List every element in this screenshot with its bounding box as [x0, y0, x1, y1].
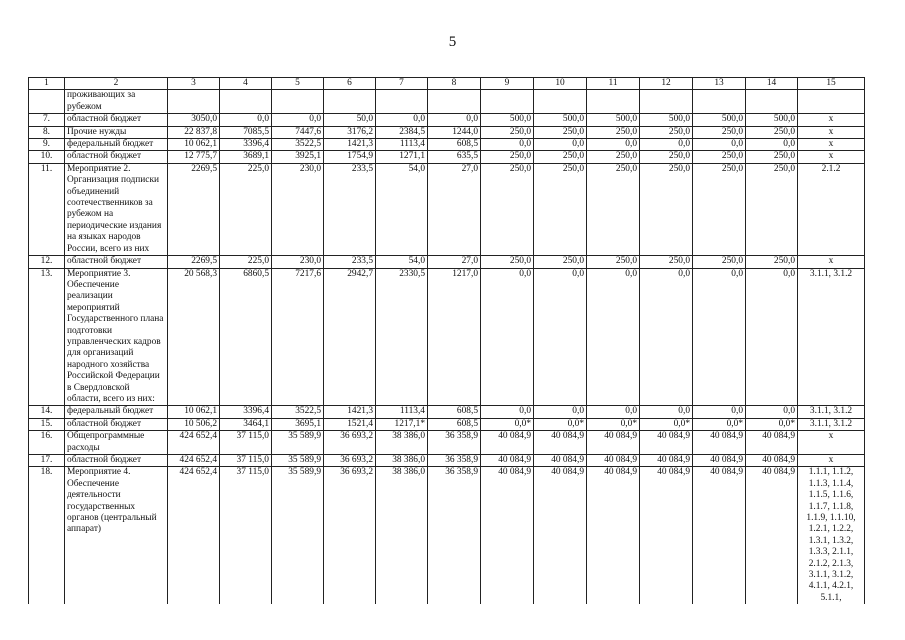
value-cell	[587, 90, 640, 114]
value-cell: 0,0	[587, 268, 640, 406]
value-cell	[376, 90, 428, 114]
row-number-cell: 7.	[29, 114, 65, 126]
value-cell: 250,0	[481, 163, 534, 255]
value-cell: 250,0	[481, 126, 534, 138]
value-cell: 500,0	[746, 114, 798, 126]
value-cell: 27,0	[428, 256, 481, 268]
value-cell	[746, 90, 798, 114]
value-cell: 3689,1	[220, 151, 272, 163]
value-cell: 7217,6	[272, 268, 324, 406]
header-cell: 4	[220, 78, 272, 90]
value-cell: 0,0*	[693, 418, 746, 430]
value-cell: 0,0*	[746, 418, 798, 430]
header-cell: 11	[587, 78, 640, 90]
value-cell: 250,0	[693, 256, 746, 268]
row-name-cell: Мероприятие 3. Обеспечение реализации мероприятий Государственного плана подготовки управленческих кадров для организаций народного хозяйства Российской Федерации в Свердловской области, всего из них:	[65, 268, 168, 406]
header-cell: 10	[534, 78, 587, 90]
value-cell: 500,0	[534, 114, 587, 126]
table-row	[29, 467, 865, 604]
row-number-cell: 10.	[29, 151, 65, 163]
value-cell: 3396,4	[220, 406, 272, 418]
value-cell	[324, 90, 376, 114]
value-cell: 40 084,9	[640, 467, 693, 604]
value-cell	[428, 90, 481, 114]
row-name-cell: проживающих за рубежом	[65, 90, 168, 114]
value-cell: 250,0	[640, 126, 693, 138]
value-cell: 0,0	[534, 139, 587, 151]
value-cell: 54,0	[376, 256, 428, 268]
value-cell: 40 084,9	[587, 455, 640, 467]
reference-cell: x	[798, 151, 865, 163]
value-cell	[272, 90, 324, 114]
value-cell: 250,0	[587, 256, 640, 268]
value-cell: 2384,5	[376, 126, 428, 138]
reference-cell: 2.1.2	[798, 163, 865, 255]
table-row	[29, 126, 865, 138]
value-cell: 250,0	[481, 151, 534, 163]
value-cell: 1217,0	[428, 268, 481, 406]
page-number: 5	[448, 34, 457, 50]
value-cell: 2269,5	[168, 163, 220, 255]
value-cell	[481, 90, 534, 114]
row-number-cell	[29, 90, 65, 114]
table-row	[29, 455, 865, 467]
value-cell: 27,0	[428, 163, 481, 255]
value-cell: 250,0	[746, 163, 798, 255]
value-cell: 3396,4	[220, 139, 272, 151]
value-cell: 3522,5	[272, 139, 324, 151]
value-cell: 1217,1*	[376, 418, 428, 430]
value-cell: 0,0	[534, 268, 587, 406]
table-body	[29, 78, 865, 605]
value-cell: 1244,0	[428, 126, 481, 138]
value-cell: 0,0	[587, 139, 640, 151]
value-cell: 608,5	[428, 139, 481, 151]
reference-cell: 1.1.1, 1.1.2, 1.1.3, 1.1.4, 1.1.5, 1.1.6, 1.1.7, 1.1.8, 1.1.9, 1.1.10, 1.2.1, 1.2.2, 1.3.1, 1.3.2, 1.3.3, 2.1.1, 2.1.2, 2.1.3, 3.1.1, 3.1.2, 4.1.1, 4.2.1, 5.1.1,	[798, 467, 865, 604]
value-cell: 233,5	[324, 163, 376, 255]
value-cell: 35 589,9	[272, 431, 324, 455]
reference-cell: 3.1.1, 3.1.2	[798, 406, 865, 418]
table-header-row	[29, 78, 865, 90]
value-cell: 40 084,9	[693, 455, 746, 467]
row-number-cell: 18.	[29, 467, 65, 604]
value-cell: 50,0	[324, 114, 376, 126]
row-number-cell: 17.	[29, 455, 65, 467]
value-cell: 250,0	[693, 163, 746, 255]
value-cell: 0,0	[693, 139, 746, 151]
value-cell	[640, 90, 693, 114]
value-cell: 635,5	[428, 151, 481, 163]
value-cell: 54,0	[376, 163, 428, 255]
header-cell: 8	[428, 78, 481, 90]
value-cell: 0,0	[693, 406, 746, 418]
value-cell: 40 084,9	[481, 431, 534, 455]
value-cell: 230,0	[272, 163, 324, 255]
row-name-cell: Общепрограммные расходы	[65, 431, 168, 455]
value-cell: 0,0	[481, 406, 534, 418]
row-number-cell: 14.	[29, 406, 65, 418]
value-cell: 1421,3	[324, 139, 376, 151]
value-cell: 22 837,8	[168, 126, 220, 138]
value-cell: 250,0	[640, 256, 693, 268]
value-cell: 37 115,0	[220, 467, 272, 604]
value-cell: 2330,5	[376, 268, 428, 406]
value-cell: 250,0	[640, 163, 693, 255]
row-name-cell: областной бюджет	[65, 151, 168, 163]
value-cell: 3925,1	[272, 151, 324, 163]
value-cell: 250,0	[587, 163, 640, 255]
value-cell: 40 084,9	[693, 431, 746, 455]
value-cell: 500,0	[693, 114, 746, 126]
value-cell: 250,0	[746, 126, 798, 138]
value-cell: 2942,7	[324, 268, 376, 406]
value-cell: 0,0	[428, 114, 481, 126]
value-cell: 250,0	[693, 126, 746, 138]
header-cell: 6	[324, 78, 376, 90]
value-cell: 40 084,9	[587, 467, 640, 604]
value-cell: 36 693,2	[324, 467, 376, 604]
value-cell: 36 693,2	[324, 431, 376, 455]
value-cell: 0,0	[481, 268, 534, 406]
row-number-cell: 16.	[29, 431, 65, 455]
value-cell: 0,0	[376, 114, 428, 126]
value-cell: 40 084,9	[534, 467, 587, 604]
value-cell: 250,0	[534, 126, 587, 138]
table-row	[29, 431, 865, 455]
value-cell: 424 652,4	[168, 467, 220, 604]
header-cell: 14	[746, 78, 798, 90]
value-cell: 1521,4	[324, 418, 376, 430]
value-cell	[693, 90, 746, 114]
table-row	[29, 406, 865, 418]
value-cell: 40 084,9	[481, 467, 534, 604]
value-cell: 36 358,9	[428, 431, 481, 455]
value-cell: 0,0	[640, 406, 693, 418]
reference-cell: 3.1.1, 3.1.2	[798, 268, 865, 406]
value-cell: 250,0	[587, 126, 640, 138]
value-cell: 0,0	[640, 268, 693, 406]
value-cell: 0,0	[640, 139, 693, 151]
reference-cell: x	[798, 139, 865, 151]
row-number-cell: 12.	[29, 256, 65, 268]
value-cell: 250,0	[481, 256, 534, 268]
row-number-cell: 13.	[29, 268, 65, 406]
row-name-cell: Мероприятие 4. Обеспечение деятельности государственных органов (центральный аппарат)	[65, 467, 168, 604]
value-cell: 0,0	[746, 139, 798, 151]
reference-cell: x	[798, 431, 865, 455]
value-cell: 1271,1	[376, 151, 428, 163]
value-cell: 608,5	[428, 406, 481, 418]
value-cell: 250,0	[693, 151, 746, 163]
table-row	[29, 139, 865, 151]
value-cell: 0,0*	[534, 418, 587, 430]
value-cell: 36 693,2	[324, 455, 376, 467]
table-row	[29, 151, 865, 163]
value-cell: 40 084,9	[640, 431, 693, 455]
value-cell	[220, 90, 272, 114]
value-cell: 250,0	[587, 151, 640, 163]
value-cell: 0,0*	[587, 418, 640, 430]
value-cell: 3464,1	[220, 418, 272, 430]
header-cell: 7	[376, 78, 428, 90]
value-cell: 424 652,4	[168, 431, 220, 455]
value-cell: 1421,3	[324, 406, 376, 418]
table-row	[29, 90, 865, 114]
header-cell: 3	[168, 78, 220, 90]
table-row	[29, 418, 865, 430]
table-row	[29, 268, 865, 406]
header-cell: 9	[481, 78, 534, 90]
reference-cell	[798, 90, 865, 114]
value-cell: 225,0	[220, 256, 272, 268]
value-cell: 10 062,1	[168, 139, 220, 151]
reference-cell: x	[798, 114, 865, 126]
value-cell: 225,0	[220, 163, 272, 255]
value-cell: 40 084,9	[746, 455, 798, 467]
row-number-cell: 9.	[29, 139, 65, 151]
value-cell: 500,0	[481, 114, 534, 126]
row-name-cell: федеральный бюджет	[65, 139, 168, 151]
value-cell: 0,0	[746, 268, 798, 406]
value-cell: 2269,5	[168, 256, 220, 268]
value-cell: 40 084,9	[587, 431, 640, 455]
value-cell: 500,0	[587, 114, 640, 126]
value-cell: 1113,4	[376, 406, 428, 418]
row-number-cell: 15.	[29, 418, 65, 430]
value-cell: 37 115,0	[220, 455, 272, 467]
value-cell: 10 062,1	[168, 406, 220, 418]
row-name-cell: федеральный бюджет	[65, 406, 168, 418]
table-row	[29, 256, 865, 268]
value-cell: 40 084,9	[534, 455, 587, 467]
header-cell: 13	[693, 78, 746, 90]
value-cell: 0,0	[746, 406, 798, 418]
value-cell: 40 084,9	[746, 467, 798, 604]
row-name-cell: областной бюджет	[65, 114, 168, 126]
value-cell: 38 386,0	[376, 467, 428, 604]
value-cell	[534, 90, 587, 114]
value-cell: 250,0	[746, 256, 798, 268]
value-cell: 608,5	[428, 418, 481, 430]
value-cell: 250,0	[534, 163, 587, 255]
row-name-cell: Мероприятие 2. Организация подписки объединений соотечественников за рубежом на периодические издания на языках народов России, всего из них	[65, 163, 168, 255]
reference-cell: x	[798, 256, 865, 268]
value-cell: 0,0	[220, 114, 272, 126]
row-name-cell: областной бюджет	[65, 455, 168, 467]
value-cell: 500,0	[640, 114, 693, 126]
row-number-cell: 8.	[29, 126, 65, 138]
value-cell: 0,0*	[481, 418, 534, 430]
value-cell: 424 652,4	[168, 455, 220, 467]
value-cell: 0,0	[534, 406, 587, 418]
value-cell: 40 084,9	[746, 431, 798, 455]
value-cell: 37 115,0	[220, 431, 272, 455]
value-cell: 10 506,2	[168, 418, 220, 430]
value-cell: 40 084,9	[693, 467, 746, 604]
value-cell: 35 589,9	[272, 455, 324, 467]
value-cell: 250,0	[746, 151, 798, 163]
value-cell: 12 775,7	[168, 151, 220, 163]
value-cell: 3695,1	[272, 418, 324, 430]
budget-table	[28, 77, 865, 604]
value-cell: 36 358,9	[428, 455, 481, 467]
reference-cell: x	[798, 126, 865, 138]
header-cell: 5	[272, 78, 324, 90]
value-cell: 230,0	[272, 256, 324, 268]
value-cell: 250,0	[640, 151, 693, 163]
header-cell: 2	[65, 78, 168, 90]
row-name-cell: областной бюджет	[65, 256, 168, 268]
header-cell: 1	[29, 78, 65, 90]
value-cell: 250,0	[534, 256, 587, 268]
value-cell: 36 358,9	[428, 467, 481, 604]
value-cell: 0,0	[693, 268, 746, 406]
value-cell: 38 386,0	[376, 455, 428, 467]
value-cell: 3176,2	[324, 126, 376, 138]
value-cell: 38 386,0	[376, 431, 428, 455]
reference-cell: x	[798, 455, 865, 467]
row-name-cell: областной бюджет	[65, 418, 168, 430]
value-cell	[168, 90, 220, 114]
value-cell: 7085,5	[220, 126, 272, 138]
value-cell: 0,0*	[640, 418, 693, 430]
value-cell: 3050,0	[168, 114, 220, 126]
table-row	[29, 163, 865, 255]
reference-cell: 3.1.1, 3.1.2	[798, 418, 865, 430]
value-cell: 40 084,9	[640, 455, 693, 467]
value-cell: 250,0	[534, 151, 587, 163]
value-cell: 1113,4	[376, 139, 428, 151]
value-cell: 1754,9	[324, 151, 376, 163]
table-row	[29, 114, 865, 126]
row-number-cell: 11.	[29, 163, 65, 255]
value-cell: 0,0	[272, 114, 324, 126]
value-cell: 40 084,9	[534, 431, 587, 455]
value-cell: 6860,5	[220, 268, 272, 406]
value-cell: 40 084,9	[481, 455, 534, 467]
value-cell: 0,0	[587, 406, 640, 418]
row-name-cell: Прочие нужды	[65, 126, 168, 138]
value-cell: 35 589,9	[272, 467, 324, 604]
value-cell: 20 568,3	[168, 268, 220, 406]
value-cell: 3522,5	[272, 406, 324, 418]
value-cell: 0,0	[481, 139, 534, 151]
header-cell: 15	[798, 78, 865, 90]
value-cell: 7447,6	[272, 126, 324, 138]
header-cell: 12	[640, 78, 693, 90]
value-cell: 233,5	[324, 256, 376, 268]
